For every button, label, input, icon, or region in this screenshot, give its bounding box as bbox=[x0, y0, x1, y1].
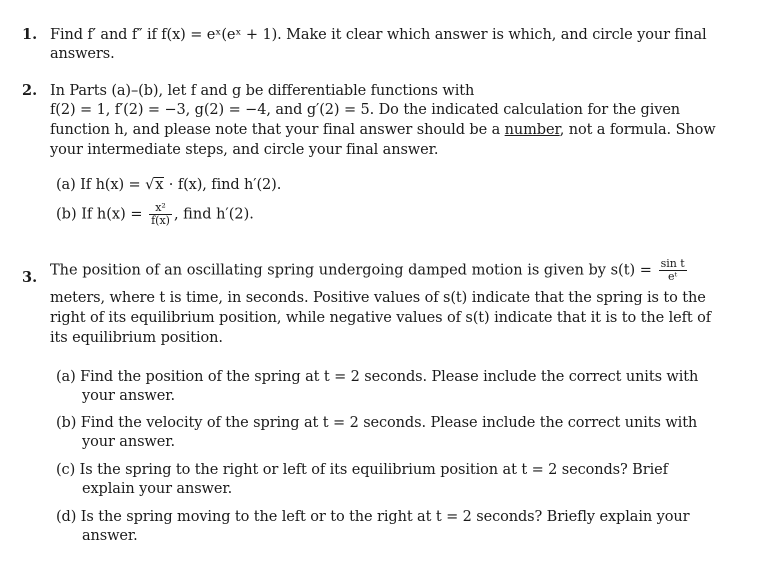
q3-part-a-line-1: (a) Find the position of the spring at t = 2 seconds. Please include the correct units with bbox=[56, 369, 699, 385]
q2-line-1: In Parts (a)–(b), let f and g be differentiable functions with bbox=[50, 83, 475, 99]
q3-line-4: its equilibrium position. bbox=[50, 330, 223, 346]
q2-number: 2. bbox=[22, 82, 38, 99]
q2-line-2: f(2) = 1, f′(2) = −3, g(2) = −4, and g′(2) = 5. Do the indicated calculation for the given bbox=[50, 102, 681, 118]
q2-part-a-suffix: · f(x), find h′(2). bbox=[164, 177, 282, 193]
q3-number: 3. bbox=[22, 269, 38, 286]
q2-line-4: your intermediate steps, and circle your final answer. bbox=[50, 142, 439, 158]
q1-number: 1. bbox=[22, 26, 38, 43]
q2-part-b-fraction bbox=[149, 202, 172, 227]
q3-line-1-text: The position of an oscillating spring undergoing damped motion is given by s(t) = bbox=[50, 262, 657, 279]
q2-part-a-prefix: (a) If h(x) = bbox=[56, 177, 146, 193]
q3-fraction bbox=[659, 258, 687, 283]
q2-part-a-sqrt: x bbox=[155, 177, 164, 193]
q3-part-d-line-1: (d) Is the spring moving to the left or to the right at t = 2 seconds? Briefly explain your bbox=[56, 509, 690, 525]
q2-part-a: (a) If h(x) = √x · f(x), find h′(2). bbox=[56, 177, 282, 193]
q2-part-b-numerator: x² bbox=[155, 201, 166, 214]
q1-line-2: answers. bbox=[50, 46, 115, 62]
q2-part-b-prefix: (b) If h(x) = bbox=[56, 206, 148, 223]
q3-part-b-line-1: (b) Find the velocity of the spring at t = 2 seconds. Please include the correct units with bbox=[56, 415, 698, 431]
q2-line-3 bbox=[50, 120, 716, 140]
q2-part-b-suffix: , find h′(2). bbox=[173, 206, 254, 223]
q2-underlined-number: number bbox=[504, 122, 560, 138]
q1-line-1: Find f′ and f″ if f(x) = eˣ(eˣ + 1). Make it clear which answer is which, and circle your final bbox=[50, 27, 707, 43]
q3-line-1 bbox=[50, 258, 689, 283]
q2-part-b bbox=[56, 202, 254, 227]
q3-part-c-line-2: explain your answer. bbox=[82, 481, 233, 497]
q3-line-3: right of its equilibrium position, while negative values of s(t) indicate that it is to the left of bbox=[50, 310, 712, 326]
q2-line-3-end: , not a formula. Show bbox=[559, 122, 716, 138]
q3-part-b-line-2: your answer. bbox=[82, 434, 175, 450]
q3-part-a-line-2: your answer. bbox=[82, 388, 175, 404]
q3-part-c-line-1: (c) Is the spring to the right or left of its equilibrium position at t = 2 seconds? Brief bbox=[56, 462, 668, 478]
q3-part-d-line-2: answer. bbox=[82, 528, 138, 544]
q3-line-2: meters, where t is time, in seconds. Positive values of s(t) indicate that the spring is to the bbox=[50, 290, 706, 306]
q2-line-3-start: function h, and please note that your final answer should be a bbox=[50, 122, 505, 138]
q2-part-b-denominator: f(x) bbox=[151, 214, 170, 227]
q3-fraction-numerator: sin t bbox=[660, 257, 685, 270]
q3-fraction-denominator: eᵗ bbox=[659, 270, 687, 283]
